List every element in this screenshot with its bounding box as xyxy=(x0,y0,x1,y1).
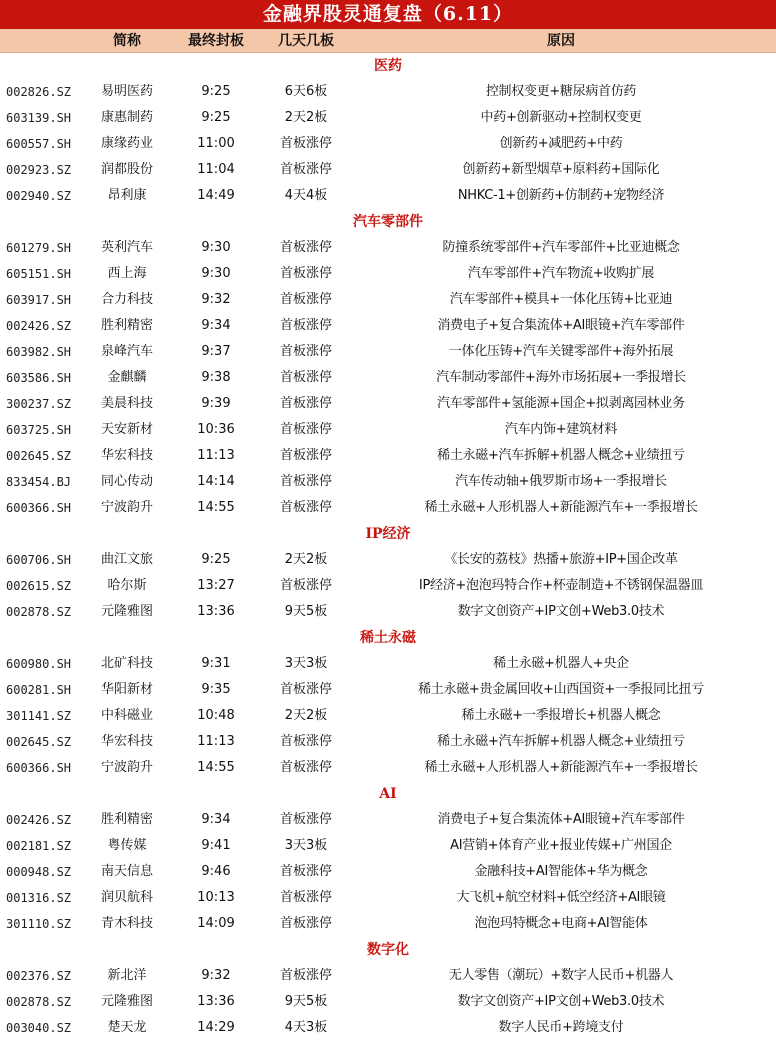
board-count: 2天2板 xyxy=(284,708,328,723)
stock-code: 002376.SZ xyxy=(6,969,72,983)
stock-code: 002878.SZ xyxy=(6,605,72,619)
section-header: 稀土永磁 xyxy=(360,630,416,646)
header-name: 简称 xyxy=(113,33,141,49)
stock-name: 泉峰汽车 xyxy=(100,344,153,359)
table-row xyxy=(0,729,776,755)
table-row xyxy=(0,963,776,989)
board-count: 首板涨停 xyxy=(279,370,332,385)
limit-reason: 稀土永磁+人形机器人+新能源汽车+一季报增长 xyxy=(424,760,698,775)
stock-name: 华阳新材 xyxy=(100,682,153,697)
board-count: 首板涨停 xyxy=(279,864,332,879)
stock-code: 603139.SH xyxy=(6,111,72,125)
stock-name: 美晨科技 xyxy=(100,396,153,411)
limit-time: 9:37 xyxy=(201,344,231,359)
board-count: 3天3板 xyxy=(284,838,328,853)
limit-time: 9:32 xyxy=(201,292,231,307)
stock-name: 华宏科技 xyxy=(100,448,153,463)
stock-name: 昂利康 xyxy=(107,188,147,203)
stock-name: 合力科技 xyxy=(100,292,153,307)
limit-time: 9:31 xyxy=(201,656,231,671)
stock-code: 600557.SH xyxy=(6,137,72,151)
limit-time: 11:00 xyxy=(197,136,235,151)
stock-name: 粤传媒 xyxy=(107,838,147,853)
stock-name: 英利汽车 xyxy=(100,240,153,255)
limit-time: 13:36 xyxy=(197,604,235,619)
table-row xyxy=(0,417,776,443)
board-count: 4天4板 xyxy=(284,188,328,203)
stock-code: 001316.SZ xyxy=(6,891,72,905)
limit-time: 10:13 xyxy=(197,890,235,905)
limit-time: 11:13 xyxy=(197,734,235,749)
stock-code: 002181.SZ xyxy=(6,839,72,853)
stock-code: 000948.SZ xyxy=(6,865,72,879)
stock-code: 002426.SZ xyxy=(6,813,72,827)
board-count: 首板涨停 xyxy=(279,266,332,281)
board-count: 首板涨停 xyxy=(279,448,332,463)
table-row xyxy=(0,859,776,885)
board-count: 首板涨停 xyxy=(279,890,332,905)
board-count: 首板涨停 xyxy=(279,812,332,827)
limit-reason: 创新药+新型烟草+原料药+国际化 xyxy=(462,162,660,177)
header-time: 最终封板 xyxy=(188,33,244,49)
limit-reason: 汽车内饰+建筑材料 xyxy=(504,422,618,437)
limit-reason: 中药+创新驱动+控制权变更 xyxy=(480,110,642,125)
table-row xyxy=(0,599,776,625)
stock-code: 002923.SZ xyxy=(6,163,72,177)
table-row xyxy=(0,547,776,573)
header-days: 几天几板 xyxy=(278,33,334,49)
table-row xyxy=(0,677,776,703)
table-row xyxy=(0,365,776,391)
stock-name: 润都股份 xyxy=(100,162,153,177)
stock-code: 002615.SZ xyxy=(6,579,72,593)
stock-name: 康缘药业 xyxy=(100,136,153,151)
stock-name: 宁波韵升 xyxy=(100,760,153,775)
limit-reason: 金融科技+AI智能体+华为概念 xyxy=(474,864,648,879)
table-header xyxy=(0,29,776,53)
limit-time: 9:41 xyxy=(201,838,231,853)
stock-code: 600980.SH xyxy=(6,657,72,671)
stock-name: 胜利精密 xyxy=(100,812,153,827)
stock-code: 301141.SZ xyxy=(6,709,72,723)
limit-time: 9:38 xyxy=(201,370,231,385)
board-count: 首板涨停 xyxy=(279,318,332,333)
limit-time: 14:55 xyxy=(197,760,235,775)
table-row xyxy=(0,443,776,469)
stock-name: 北矿科技 xyxy=(100,656,153,671)
limit-time: 11:04 xyxy=(197,162,235,177)
limit-reason: 汽车零部件+氢能源+国企+拟剥离园林业务 xyxy=(437,396,685,411)
table-row xyxy=(0,885,776,911)
stock-name: 楚天龙 xyxy=(107,1020,147,1035)
limit-time: 11:13 xyxy=(197,448,235,463)
stock-code: 002826.SZ xyxy=(6,85,72,99)
stock-code: 833454.BJ xyxy=(6,475,72,489)
limit-time: 14:14 xyxy=(197,474,235,489)
board-count: 首板涨停 xyxy=(279,760,332,775)
limit-reason: 汽车零部件+模具+一体化压铸+比亚迪 xyxy=(449,292,673,307)
stock-name: 南天信息 xyxy=(100,864,153,879)
stock-code: 603725.SH xyxy=(6,423,72,437)
section-header: AI xyxy=(379,786,397,802)
limit-reason: 消费电子+复合集流体+AI眼镜+汽车零部件 xyxy=(437,812,685,827)
limit-reason: 防撞系统零部件+汽车零部件+比亚迪概念 xyxy=(442,240,680,255)
board-count: 首板涨停 xyxy=(279,916,332,931)
limit-reason: 稀土永磁+机器人+央企 xyxy=(493,656,629,671)
board-count: 首板涨停 xyxy=(279,162,332,177)
section-header: IP经济 xyxy=(365,526,411,542)
section-header: 医药 xyxy=(374,58,402,74)
stock-name: 华宏科技 xyxy=(100,734,153,749)
table-row xyxy=(0,469,776,495)
stock-name: 同心传动 xyxy=(100,474,153,489)
stock-code: 600366.SH xyxy=(6,501,72,515)
stock-name: 元隆雅图 xyxy=(100,604,153,619)
limit-time: 13:36 xyxy=(197,994,235,1009)
limit-reason: 汽车零部件+汽车物流+收购扩展 xyxy=(467,266,655,281)
stock-code: 603917.SH xyxy=(6,293,72,307)
limit-time: 9:34 xyxy=(201,812,231,827)
board-count: 6天6板 xyxy=(284,84,328,99)
limit-time: 9:30 xyxy=(201,266,231,281)
table-row xyxy=(0,183,776,209)
board-count: 首板涨停 xyxy=(279,344,332,359)
stock-code: 300237.SZ xyxy=(6,397,72,411)
limit-time: 9:30 xyxy=(201,240,231,255)
table-row xyxy=(0,287,776,313)
limit-time: 9:39 xyxy=(201,396,231,411)
stock-name: 润贝航科 xyxy=(100,890,153,905)
table-row xyxy=(0,235,776,261)
limit-time: 9:35 xyxy=(201,682,231,697)
board-count: 9天5板 xyxy=(284,604,328,619)
table-row xyxy=(0,573,776,599)
stock-name: 西上海 xyxy=(107,266,147,281)
limit-reason: 汽车制动零部件+海外市场拓展+一季报增长 xyxy=(436,370,686,385)
table-row xyxy=(0,131,776,157)
stock-code: 002645.SZ xyxy=(6,449,72,463)
table-row xyxy=(0,755,776,781)
section-header: 数字化 xyxy=(367,942,409,958)
board-count: 首板涨停 xyxy=(279,968,332,983)
stock-name: 曲江文旅 xyxy=(100,552,153,567)
table-row xyxy=(0,261,776,287)
board-count: 首板涨停 xyxy=(279,292,332,307)
stock-name: 胜利精密 xyxy=(100,318,153,333)
table-row xyxy=(0,105,776,131)
limit-time: 9:34 xyxy=(201,318,231,333)
stock-code: 003040.SZ xyxy=(6,1021,72,1035)
limit-reason: 稀土永磁+一季报增长+机器人概念 xyxy=(461,708,661,723)
table-row xyxy=(0,495,776,521)
board-count: 2天2板 xyxy=(284,110,328,125)
board-count: 首板涨停 xyxy=(279,422,332,437)
header-code xyxy=(0,29,88,52)
limit-reason: 控制权变更+糖尿病首仿药 xyxy=(485,84,637,99)
limit-reason: 汽车传动轴+俄罗斯市场+一季报增长 xyxy=(455,474,667,489)
stock-name: 青木科技 xyxy=(100,916,153,931)
stock-code: 002940.SZ xyxy=(6,189,72,203)
limit-time: 9:25 xyxy=(201,552,231,567)
stock-name: 康惠制药 xyxy=(100,110,153,125)
stock-code: 600366.SH xyxy=(6,761,72,775)
table-row xyxy=(0,703,776,729)
table-row xyxy=(0,989,776,1015)
limit-time: 14:49 xyxy=(197,188,235,203)
limit-time: 9:32 xyxy=(201,968,231,983)
limit-time: 14:09 xyxy=(197,916,235,931)
stock-code: 301110.SZ xyxy=(6,917,72,931)
stock-name: 新北洋 xyxy=(107,968,147,983)
table-row xyxy=(0,391,776,417)
limit-reason: 稀土永磁+人形机器人+新能源汽车+一季报增长 xyxy=(424,500,698,515)
limit-time: 14:29 xyxy=(197,1020,235,1035)
table-row xyxy=(0,157,776,183)
stock-name: 金麒麟 xyxy=(107,370,147,385)
stock-code: 002426.SZ xyxy=(6,319,72,333)
table-row xyxy=(0,313,776,339)
board-count: 首板涨停 xyxy=(279,136,332,151)
limit-reason: 稀土永磁+汽车拆解+机器人概念+业绩扭亏 xyxy=(437,734,685,749)
stock-name: 易明医药 xyxy=(100,84,153,99)
board-count: 首板涨停 xyxy=(279,396,332,411)
limit-reason: NHKC-1+创新药+仿制药+宠物经济 xyxy=(457,188,665,203)
limit-time: 10:36 xyxy=(197,422,235,437)
board-count: 首板涨停 xyxy=(279,682,332,697)
stock-code: 600706.SH xyxy=(6,553,72,567)
table-row xyxy=(0,833,776,859)
stock-table xyxy=(0,53,776,1041)
stock-name: 天安新材 xyxy=(100,422,153,437)
stock-code: 600281.SH xyxy=(6,683,72,697)
limit-reason: 消费电子+复合集流体+AI眼镜+汽车零部件 xyxy=(437,318,685,333)
limit-reason: 数字文创资产+IP文创+Web3.0技术 xyxy=(457,604,665,619)
limit-reason: 创新药+减肥药+中药 xyxy=(499,136,623,151)
limit-time: 9:25 xyxy=(201,110,231,125)
board-count: 首板涨停 xyxy=(279,500,332,515)
stock-name: 宁波韵升 xyxy=(100,500,153,515)
table-row xyxy=(0,339,776,365)
board-count: 首板涨停 xyxy=(279,474,332,489)
table-row xyxy=(0,911,776,937)
stock-code: 603586.SH xyxy=(6,371,72,385)
table-row xyxy=(0,807,776,833)
table-row xyxy=(0,79,776,105)
limit-reason: 稀土永磁+贵金属回收+山西国资+一季报同比扭亏 xyxy=(418,682,704,697)
board-count: 首板涨停 xyxy=(279,734,332,749)
stock-code: 002878.SZ xyxy=(6,995,72,1009)
limit-reason: AI营销+体育产业+报业传媒+广州国企 xyxy=(450,838,672,853)
stock-name: 元隆雅图 xyxy=(100,994,153,1009)
limit-reason: 泡泡玛特概念+电商+AI智能体 xyxy=(474,916,648,931)
limit-time: 9:25 xyxy=(201,84,231,99)
limit-reason: 大飞机+航空材料+低空经济+AI眼镜 xyxy=(456,890,666,905)
page-title: 金融界股灵通复盘（6.11） xyxy=(0,0,776,29)
board-count: 首板涨停 xyxy=(279,240,332,255)
limit-reason: 无人零售（潮玩）+数字人民币+机器人 xyxy=(448,968,674,983)
board-count: 2天2板 xyxy=(284,552,328,567)
limit-time: 9:46 xyxy=(201,864,231,879)
limit-reason: 《长安的荔枝》热播+旅游+IP+国企改革 xyxy=(444,552,678,567)
stock-name: 中科磁业 xyxy=(100,708,153,723)
stock-code: 603982.SH xyxy=(6,345,72,359)
limit-reason: 一体化压铸+汽车关键零部件+海外拓展 xyxy=(448,344,674,359)
limit-time: 14:55 xyxy=(197,500,235,515)
limit-reason: 稀土永磁+汽车拆解+机器人概念+业绩扭亏 xyxy=(437,448,685,463)
table-row xyxy=(0,1015,776,1041)
section-header: 汽车零部件 xyxy=(353,214,423,230)
table-row xyxy=(0,651,776,677)
board-count: 9天5板 xyxy=(284,994,328,1009)
limit-time: 10:48 xyxy=(197,708,235,723)
limit-reason: 数字文创资产+IP文创+Web3.0技术 xyxy=(457,994,665,1009)
limit-reason: 数字人民币+跨境支付 xyxy=(498,1020,624,1035)
stock-code: 601279.SH xyxy=(6,241,72,255)
board-count: 首板涨停 xyxy=(279,578,332,593)
header-reason: 原因 xyxy=(547,33,575,49)
limit-time: 13:27 xyxy=(197,578,235,593)
stock-code: 605151.SH xyxy=(6,267,72,281)
limit-reason: IP经济+泡泡玛特合作+杯壶制造+不锈钢保温器皿 xyxy=(418,578,704,593)
stock-code: 002645.SZ xyxy=(6,735,72,749)
board-count: 4天3板 xyxy=(284,1020,328,1035)
board-count: 3天3板 xyxy=(284,656,328,671)
stock-name: 哈尔斯 xyxy=(107,578,147,593)
